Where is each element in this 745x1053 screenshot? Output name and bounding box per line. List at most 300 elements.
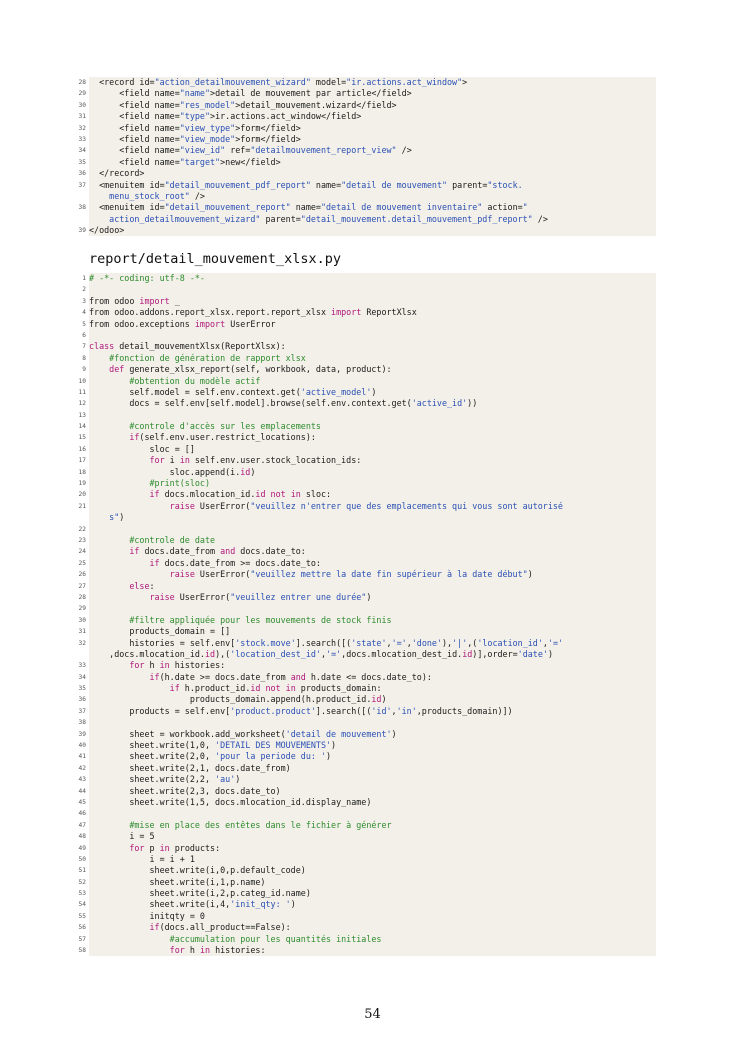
- line-number: 2: [82, 286, 86, 294]
- code-token: docs.date_from: [139, 546, 221, 557]
- code-token: sheet.write(i,2,p.categ_id.name): [89, 888, 311, 899]
- code-token: name=: [290, 202, 321, 213]
- string-token: 'init_qty: ': [230, 899, 291, 910]
- string-token: "res_model": [179, 99, 236, 110]
- code-token: i: [164, 455, 180, 466]
- comment-token: #filtre appliquée pour les mouvements de stock finis: [89, 614, 392, 625]
- string-token: "target": [179, 156, 221, 167]
- keyword-token: id: [204, 648, 216, 659]
- code-token: />: [396, 145, 412, 156]
- code-token: sheet.write(2,2,: [89, 774, 216, 785]
- string-token: 'location_id': [477, 637, 543, 648]
- line-number: 44: [78, 787, 86, 795]
- code-line: [78, 751, 656, 762]
- code-token: sheet.write(1,5, docs.mlocation_id.display_name): [89, 796, 372, 807]
- line-number: 52: [78, 878, 86, 886]
- string-token: "ir.actions.act_window": [346, 77, 463, 87]
- line-number: 11: [78, 388, 86, 396]
- code-line: [78, 202, 656, 213]
- code-token: ref=: [225, 145, 251, 156]
- code-token: (self.env.user.restrict_locations):: [139, 432, 316, 443]
- keyword-token: for: [89, 945, 185, 956]
- string-token: 'au': [215, 774, 236, 785]
- code-line: [78, 111, 656, 122]
- code-token: docs.date_to:: [235, 546, 306, 557]
- keyword-token: raise: [89, 569, 195, 580]
- string-token: 'state': [351, 637, 387, 648]
- code-line: [78, 671, 656, 683]
- code-line: [82, 295, 656, 307]
- code-token: sloc.append(i.: [89, 466, 241, 477]
- code-token: (h.date >= docs.date_from: [159, 671, 291, 682]
- code-line: [78, 524, 656, 535]
- code-token: ): [235, 774, 241, 785]
- string-token: 'active_model': [300, 386, 372, 397]
- keyword-token: for: [89, 842, 145, 853]
- keyword-token: not in: [270, 489, 301, 500]
- code-line: [78, 225, 656, 236]
- line-number: 40: [78, 742, 86, 750]
- keyword-token: id: [240, 466, 251, 477]
- comment-token: #obtention du modèle actif: [89, 375, 261, 386]
- code-token: >: [462, 77, 468, 87]
- code-line: [78, 842, 656, 854]
- line-number: 23: [78, 536, 86, 544]
- line-number: 57: [78, 935, 86, 943]
- line-number: 37: [78, 181, 86, 189]
- code-token: </record>: [89, 168, 145, 179]
- code-token: p: [144, 842, 160, 853]
- line-number: 31: [78, 113, 86, 121]
- line-number: 47: [78, 821, 86, 829]
- keyword-token: in: [199, 945, 211, 956]
- code-token: model=: [310, 77, 347, 87]
- code-token: ): [391, 728, 397, 739]
- keyword-token: and: [220, 546, 236, 557]
- code-token: ): [366, 591, 372, 602]
- string-token: menu_stock_root": [89, 190, 190, 201]
- code-token: h: [184, 945, 200, 956]
- python-code-listing: [78, 273, 656, 956]
- string-token: 'done': [411, 637, 443, 648]
- code-token: _: [169, 295, 180, 306]
- keyword-token: import: [139, 295, 170, 306]
- line-number: 22: [78, 525, 86, 533]
- string-token: "view_mode": [179, 133, 236, 144]
- line-number: 54: [78, 901, 86, 909]
- string-token: s": [89, 512, 120, 523]
- line-number: 20: [78, 491, 86, 499]
- code-token: ),: [442, 637, 453, 648]
- keyword-token: import: [194, 318, 226, 329]
- code-token: <field name=: [89, 99, 180, 110]
- code-line: [82, 352, 656, 364]
- code-line: [82, 341, 656, 352]
- line-number: 55: [78, 912, 86, 920]
- line-number: 31: [78, 628, 86, 636]
- comment-token: #controle de date: [89, 534, 216, 545]
- keyword-token: id: [462, 648, 473, 659]
- code-token: action=: [482, 202, 523, 213]
- code-token: ,docs.mlocation_dest_id.: [341, 648, 463, 659]
- code-token: ): [119, 512, 125, 523]
- code-line: [78, 717, 656, 728]
- string-token: "detailmouvement_report_view": [250, 145, 397, 156]
- code-token: sheet.write(i,0,p.default_code): [89, 865, 306, 876]
- code-line: [78, 922, 656, 933]
- line-number: 41: [78, 753, 86, 761]
- code-token: ].search([(: [315, 705, 372, 716]
- string-token: 'detail de mouvement': [285, 728, 392, 739]
- string-token: "detail de mouvement": [341, 179, 448, 190]
- code-token: ,products_domain)]): [416, 705, 513, 716]
- line-number: 29: [78, 90, 86, 98]
- string-token: 'in': [396, 705, 417, 716]
- code-line: [78, 443, 656, 455]
- line-number: 14: [78, 423, 86, 431]
- line-number: 34: [78, 673, 86, 681]
- keyword-token: if: [89, 546, 140, 557]
- code-token: sloc = []: [89, 443, 195, 454]
- code-token: histories = self.env[: [89, 637, 236, 648]
- code-line: [78, 740, 656, 751]
- code-token: sheet.write(i,1,p.name): [89, 876, 266, 887]
- line-number: 35: [78, 158, 86, 166]
- code-token: self.model = self.env.context.get(: [89, 386, 301, 397]
- line-number: 15: [78, 434, 86, 442]
- code-line: [78, 410, 656, 421]
- line-number: 5: [82, 320, 86, 328]
- line-number: 24: [78, 548, 86, 556]
- code-token: >form</field>: [235, 122, 301, 133]
- code-token: ): [371, 386, 377, 397]
- code-token: <field name=: [89, 122, 180, 133]
- line-number: 39: [78, 730, 86, 738]
- code-line: [78, 546, 656, 557]
- line-number: 32: [78, 124, 86, 132]
- string-token: "detail_mouvement.detail_mouvement_pdf_report": [300, 213, 533, 224]
- line-number: 3: [82, 297, 86, 305]
- code-line: [78, 945, 656, 956]
- line-number: 18: [78, 468, 86, 476]
- keyword-token: if: [89, 683, 180, 694]
- code-line: [78, 819, 656, 831]
- code-token: products_domain.append(h.product_id.: [89, 694, 372, 705]
- code-line: [78, 77, 656, 88]
- code-token: from odoo: [89, 295, 140, 306]
- code-token: ): [547, 648, 553, 659]
- string-token: action_detailmouvement_wizard": [89, 213, 261, 224]
- code-token: parent=: [260, 213, 301, 224]
- code-token: histories:: [210, 945, 266, 956]
- code-token: sheet.write(1,0,: [89, 740, 216, 751]
- code-line: [82, 284, 656, 295]
- string-token: "action_detailmouvement_wizard": [154, 77, 311, 87]
- code-token: UserError(: [194, 569, 251, 580]
- keyword-token: id: [250, 683, 261, 694]
- line-number: 28: [78, 79, 86, 86]
- code-token: i = i + 1: [89, 853, 195, 864]
- code-line: [89, 214, 656, 225]
- keyword-token: for: [89, 455, 165, 466]
- code-token: )],order=: [472, 648, 518, 659]
- code-token: ): [331, 740, 337, 751]
- code-token: ,: [320, 648, 327, 659]
- line-number: 49: [78, 844, 86, 852]
- code-line: [89, 191, 656, 202]
- code-line: [78, 603, 656, 614]
- code-line: [78, 933, 656, 945]
- code-token: i = 5: [89, 831, 155, 842]
- string-token: "detail_mouvement_pdf_report": [164, 179, 311, 190]
- code-token: />: [532, 213, 548, 224]
- string-token: 'id': [371, 705, 392, 716]
- keyword-token: in: [179, 455, 190, 466]
- line-number: 48: [78, 833, 86, 841]
- code-token: ): [527, 569, 533, 580]
- code-token: ,: [391, 705, 397, 716]
- string-token: "name": [179, 88, 211, 99]
- code-line: [82, 318, 656, 330]
- code-token: ,(: [467, 637, 478, 648]
- code-token: <field name=: [89, 133, 180, 144]
- section-heading: report/detail_mouvement_xlsx.py: [89, 251, 341, 267]
- code-token: from odoo.exceptions: [89, 318, 195, 329]
- code-line: [78, 831, 656, 842]
- page-number: 54: [364, 1007, 381, 1022]
- code-token: ReportXlsx: [361, 307, 417, 318]
- code-line: [78, 398, 656, 409]
- code-token: histories:: [169, 660, 226, 671]
- code-line: [78, 728, 656, 740]
- code-line: [82, 273, 656, 284]
- keyword-token: class: [89, 341, 115, 352]
- line-number: 50: [78, 855, 86, 863]
- code-line: [78, 500, 656, 512]
- code-token: UserError(: [174, 591, 231, 602]
- code-line: [78, 591, 656, 603]
- line-number: 45: [78, 798, 86, 806]
- line-number: 1: [82, 275, 86, 282]
- code-line: [78, 637, 656, 649]
- line-number: 32: [78, 639, 86, 647]
- string-token: "view_id": [179, 145, 226, 156]
- line-number: 58: [78, 947, 86, 955]
- keyword-token: in: [159, 842, 170, 853]
- string-token: 'location_dest_id': [230, 648, 321, 659]
- code-line: [78, 683, 656, 694]
- xml-code-listing: [78, 77, 656, 236]
- code-line: [78, 660, 656, 671]
- code-token: sheet = workbook.add_worksheet(: [89, 728, 286, 739]
- keyword-token: if: [89, 557, 160, 568]
- code-token: products:: [169, 842, 221, 853]
- code-token: >detail_mouvement.wizard</field>: [235, 99, 397, 110]
- keyword-token: else: [89, 580, 150, 591]
- code-token: sheet.write(2,3, docs.date_to): [89, 785, 281, 796]
- code-token: ): [290, 899, 296, 910]
- line-number: 17: [78, 457, 86, 465]
- code-line: [89, 512, 656, 523]
- line-number: 7: [82, 343, 86, 351]
- line-number: 51: [78, 867, 86, 875]
- line-number: 38: [78, 204, 86, 212]
- line-number: 8: [82, 354, 86, 362]
- keyword-token: for: [89, 660, 145, 671]
- string-token: "detail de mouvement inventaire": [320, 202, 483, 213]
- code-line: [82, 307, 656, 318]
- comment-token: # -*- coding: utf-8 -*-: [89, 273, 205, 283]
- code-token: >form</field>: [235, 133, 301, 144]
- code-line: [78, 99, 656, 111]
- line-number: 46: [78, 810, 86, 818]
- code-token: ,docs.mlocation_id.: [89, 648, 205, 659]
- code-line: [78, 626, 656, 637]
- code-line: [78, 478, 656, 489]
- line-number: 27: [78, 582, 86, 590]
- code-token: :: [149, 580, 155, 591]
- code-line: [78, 865, 656, 876]
- code-token: detail_mouvementXlsx(ReportXlsx):: [114, 341, 286, 352]
- code-token: from odoo.addons.report_xlsx.report.report_xlsx: [89, 307, 332, 318]
- code-line: [78, 899, 656, 910]
- keyword-token: if: [89, 432, 140, 443]
- line-number: 36: [78, 170, 86, 178]
- code-line: [78, 774, 656, 785]
- line-number: 16: [78, 445, 86, 453]
- string-token: '=': [547, 637, 564, 648]
- keyword-token: raise: [89, 591, 175, 602]
- code-token: ,: [542, 637, 548, 648]
- code-token: sloc:: [300, 489, 332, 500]
- code-token: h.product_id.: [179, 683, 251, 694]
- string-token: 'product.product': [230, 705, 316, 716]
- code-line: [78, 156, 656, 168]
- line-number: 28: [78, 593, 86, 601]
- string-token: "type": [179, 111, 211, 122]
- code-token: sheet.write(2,0,: [89, 751, 216, 762]
- string-token: "veuillez mettre la date fin supérieur à la date début": [250, 569, 528, 580]
- code-line: [78, 534, 656, 546]
- line-number: 37: [78, 707, 86, 715]
- code-line: [78, 168, 656, 179]
- line-number: 6: [82, 331, 86, 339]
- keyword-token: if: [89, 489, 160, 500]
- line-number: 34: [78, 147, 86, 155]
- code-token: <menuitem id=: [89, 202, 165, 213]
- line-number: 19: [78, 480, 86, 488]
- string-token: 'active_id': [411, 398, 468, 409]
- code-token: sheet.write(2,1, docs.date_from): [89, 762, 291, 773]
- line-number: 33: [78, 662, 86, 670]
- string-token: 'date': [517, 648, 548, 659]
- line-number: 29: [78, 605, 86, 613]
- code-line: [89, 649, 656, 660]
- code-line: [82, 330, 656, 341]
- code-token: ].search([(: [295, 637, 352, 648]
- code-line: [78, 122, 656, 134]
- code-token: UserError(: [194, 500, 251, 511]
- keyword-token: raise: [89, 500, 195, 511]
- line-number: 35: [78, 685, 86, 693]
- line-number: 30: [78, 101, 86, 109]
- string-token: 'DETAIL DES MOUVEMENTS': [215, 740, 332, 751]
- code-token: sheet.write(i,4,: [89, 899, 231, 910]
- code-line: [78, 762, 656, 774]
- string-token: ": [522, 202, 528, 213]
- string-token: '=': [326, 648, 342, 659]
- keyword-token: import: [331, 307, 362, 318]
- string-token: "veuillez entrer une durée": [230, 591, 367, 602]
- line-number: 56: [78, 924, 86, 932]
- code-line: [78, 910, 656, 922]
- code-line: [78, 569, 656, 580]
- code-token: ,: [406, 637, 412, 648]
- code-line: [78, 421, 656, 432]
- string-token: "view_type": [179, 122, 236, 133]
- code-token: >new</field>: [220, 156, 281, 167]
- code-token: initqty = 0: [89, 910, 205, 921]
- code-line: [78, 614, 656, 626]
- code-token: ,: [386, 637, 392, 648]
- line-number: 26: [78, 571, 86, 579]
- line-number: 12: [78, 400, 86, 408]
- code-token: ): [326, 751, 332, 762]
- code-line: [78, 557, 656, 569]
- line-number: 36: [78, 696, 86, 704]
- code-line: [78, 145, 656, 156]
- line-number: 21: [78, 502, 86, 510]
- string-token: "veuillez n'entrer que des emplacements qui vous sont autorisé: [250, 500, 563, 511]
- string-token: "stock.: [487, 179, 523, 190]
- code-line: [78, 88, 656, 99]
- code-line: [78, 455, 656, 466]
- line-number: 13: [78, 411, 86, 419]
- comment-token: #fonction de génération de rapport xlsx: [89, 352, 306, 363]
- code-token: ): [250, 466, 256, 477]
- line-number: 43: [78, 776, 86, 784]
- code-token: docs.mlocation_id.: [159, 489, 256, 500]
- code-token: name=: [310, 179, 342, 190]
- code-line: [78, 375, 656, 387]
- code-line: [78, 432, 656, 443]
- string-token: 'pour la periode du: ': [215, 751, 326, 762]
- code-token: <field name=: [89, 156, 180, 167]
- code-token: <field name=: [89, 145, 180, 156]
- code-line: [78, 466, 656, 478]
- code-line: [78, 386, 656, 398]
- keyword-token: if: [89, 671, 160, 682]
- line-number: 30: [78, 616, 86, 624]
- code-token: >detail de mouvement par article</field>: [210, 88, 412, 99]
- code-token: )): [467, 398, 478, 409]
- code-line: [78, 808, 656, 819]
- line-number: 33: [78, 135, 86, 143]
- code-token: parent=: [447, 179, 488, 190]
- keyword-token: in: [159, 660, 170, 671]
- code-line: [78, 489, 656, 500]
- code-line: [78, 705, 656, 717]
- comment-token: #mise en place des entêtes dans le fichier à générer: [89, 819, 392, 830]
- code-line: [82, 364, 656, 375]
- comment-token: #print(sloc): [89, 478, 211, 489]
- code-line: [78, 796, 656, 808]
- string-token: "detail_mouvement_report": [164, 202, 291, 213]
- code-line: [78, 133, 656, 145]
- code-token: />: [189, 190, 205, 201]
- code-token: <field name=: [89, 111, 180, 122]
- line-number: 53: [78, 890, 86, 898]
